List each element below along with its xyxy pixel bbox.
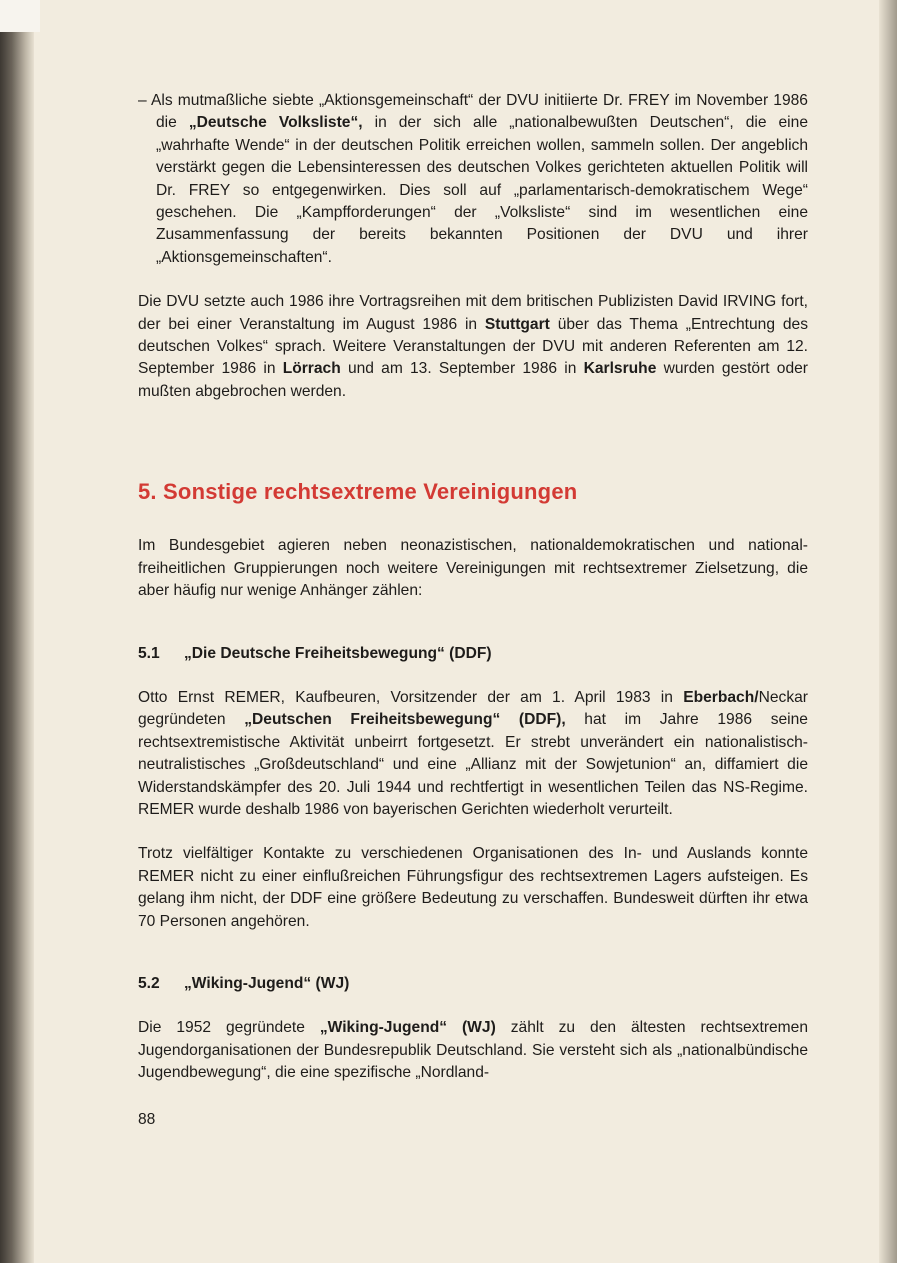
bold-term: „Wiking-Jugend“ (WJ)	[319, 1019, 496, 1037]
text-run: zählt zu den ältesten rechtsextremen Jugendorganisationen der Bundesrepublik Deutschland. Sie versteht sich als „nationalbündische Jugendbewegung“, die eine spezifische „Nordland-	[138, 1019, 809, 1082]
text-run: Otto Ernst REMER, Kaufbeuren, Vorsitzender der am 1. April 1983 in	[138, 688, 684, 706]
paragraph-wiking-jugend	[138, 1017, 808, 1084]
text-run: in der sich alle „nationalbewußten Deutschen“, die eine „wahrhafte Wende“ in der deutschen Politik erreichen wollen, sammeln sollen. Der angeblich verstärkt gegen die Lebensinteressen des deutschen Volkes gerichteten aktuellen Politik will Dr. FREY so entgegenwirken. Dies soll auf „parlamentarisch-demokratischem Wege“ geschehen. Die „Kampfforderungen“ der „Volksliste“ sind im wesentlichen eine Zusammenfassung der bereits bekannten Positionen der DVU und ihrer „Aktionsgemeinschaften“.	[156, 114, 808, 266]
text-run: über das Thema „Entrechtung des deutschen Volkes“ sprach. Weitere Veranstaltungen der DVU mit anderen Referenten am 12. September 1986 in	[138, 315, 808, 378]
page-number: 88	[138, 1110, 156, 1128]
bold-term: „Deutschen Freiheitsbewegung“ (DDF),	[244, 711, 566, 729]
paragraph-remer	[138, 687, 808, 821]
bold-place: Lörrach	[282, 360, 341, 378]
text-run: wurden gestört oder mußten abgebrochen werden.	[138, 360, 808, 400]
bold-place: Eberbach/	[683, 688, 759, 706]
paragraph-dvu-irving	[138, 291, 808, 403]
chapter-intro-paragraph: Im Bundesgebiet agieren neben neonazistischen, nationaldemokratischen und national-freiheitlichen Gruppierungen noch weitere Vereinigungen mit rechtsextremer Zielsetzung, die aber häufig nur wenige Anhänger zählen:	[138, 537, 808, 600]
scan-corner	[0, 0, 40, 32]
text-run: Die DVU setzte auch 1986 ihre Vortragsreihen mit dem britischen Publizisten David IRVING fort, der bei einer Veranstaltung im August 1986 in	[138, 293, 808, 333]
text-run: hat im Jahre 1986 seine rechtsextremistische Aktivität unbeirrt fortgesetzt. Er strebt unverändert ein nationalistisch-neutralistisches „Großdeutschland“ und eine „Allianz mit der Sowjetunion“ an, diffamiert die Widerstandskämpfer des 20. Juli 1944 und rechtfertigt in wesentlichen Teilen das NS-Regime. REMER wurde deshalb 1986 von bayerischen Gerichten wiederholt verurteilt.	[138, 711, 808, 818]
bold-term: „Deutsche Volksliste“,	[188, 114, 363, 132]
dash-list-item	[138, 90, 808, 269]
page-edge-shadow	[879, 0, 897, 1263]
section-heading-5-2	[138, 973, 808, 995]
chapter-heading: 5. Sonstige rechtsextreme Vereinigungen	[138, 479, 578, 505]
dash-marker: –	[138, 92, 147, 109]
text-run: und am 13. September 1986 in	[340, 360, 584, 378]
document-page	[138, 90, 808, 1131]
bold-place: Stuttgart	[484, 315, 550, 333]
paragraph-remer-contacts: Trotz vielfältiger Kontakte zu verschiedenen Organisationen des In- und Auslands konnte REMER nicht zu einer einflußreichen Führungsfigur des rechtsextremen Lagers aufsteigen. Es gelang ihm nicht, der DDF eine größere Bedeutung zu verschaffen. Bundesweit dürften ihr etwa 70 Personen angehören.	[138, 845, 808, 930]
text-run: Die 1952 gegründete	[138, 1019, 320, 1037]
text-run: Als mutmaßliche siebte „Aktionsgemeinschaft“ der DVU initiierte Dr. FREY im November 1986 die	[150, 92, 808, 132]
section-title: „Wiking-Jugend“ (WJ)	[184, 974, 350, 992]
section-number: 5.2	[138, 974, 160, 992]
bold-place: Karlsruhe	[583, 360, 657, 378]
section-title: „Die Deutsche Freiheitsbewegung“ (DDF)	[184, 644, 492, 662]
section-heading-5-1	[138, 643, 808, 665]
book-binding-shadow	[0, 0, 34, 1263]
text-run: Neckar gegründeten	[138, 688, 808, 729]
section-number: 5.1	[138, 644, 160, 662]
